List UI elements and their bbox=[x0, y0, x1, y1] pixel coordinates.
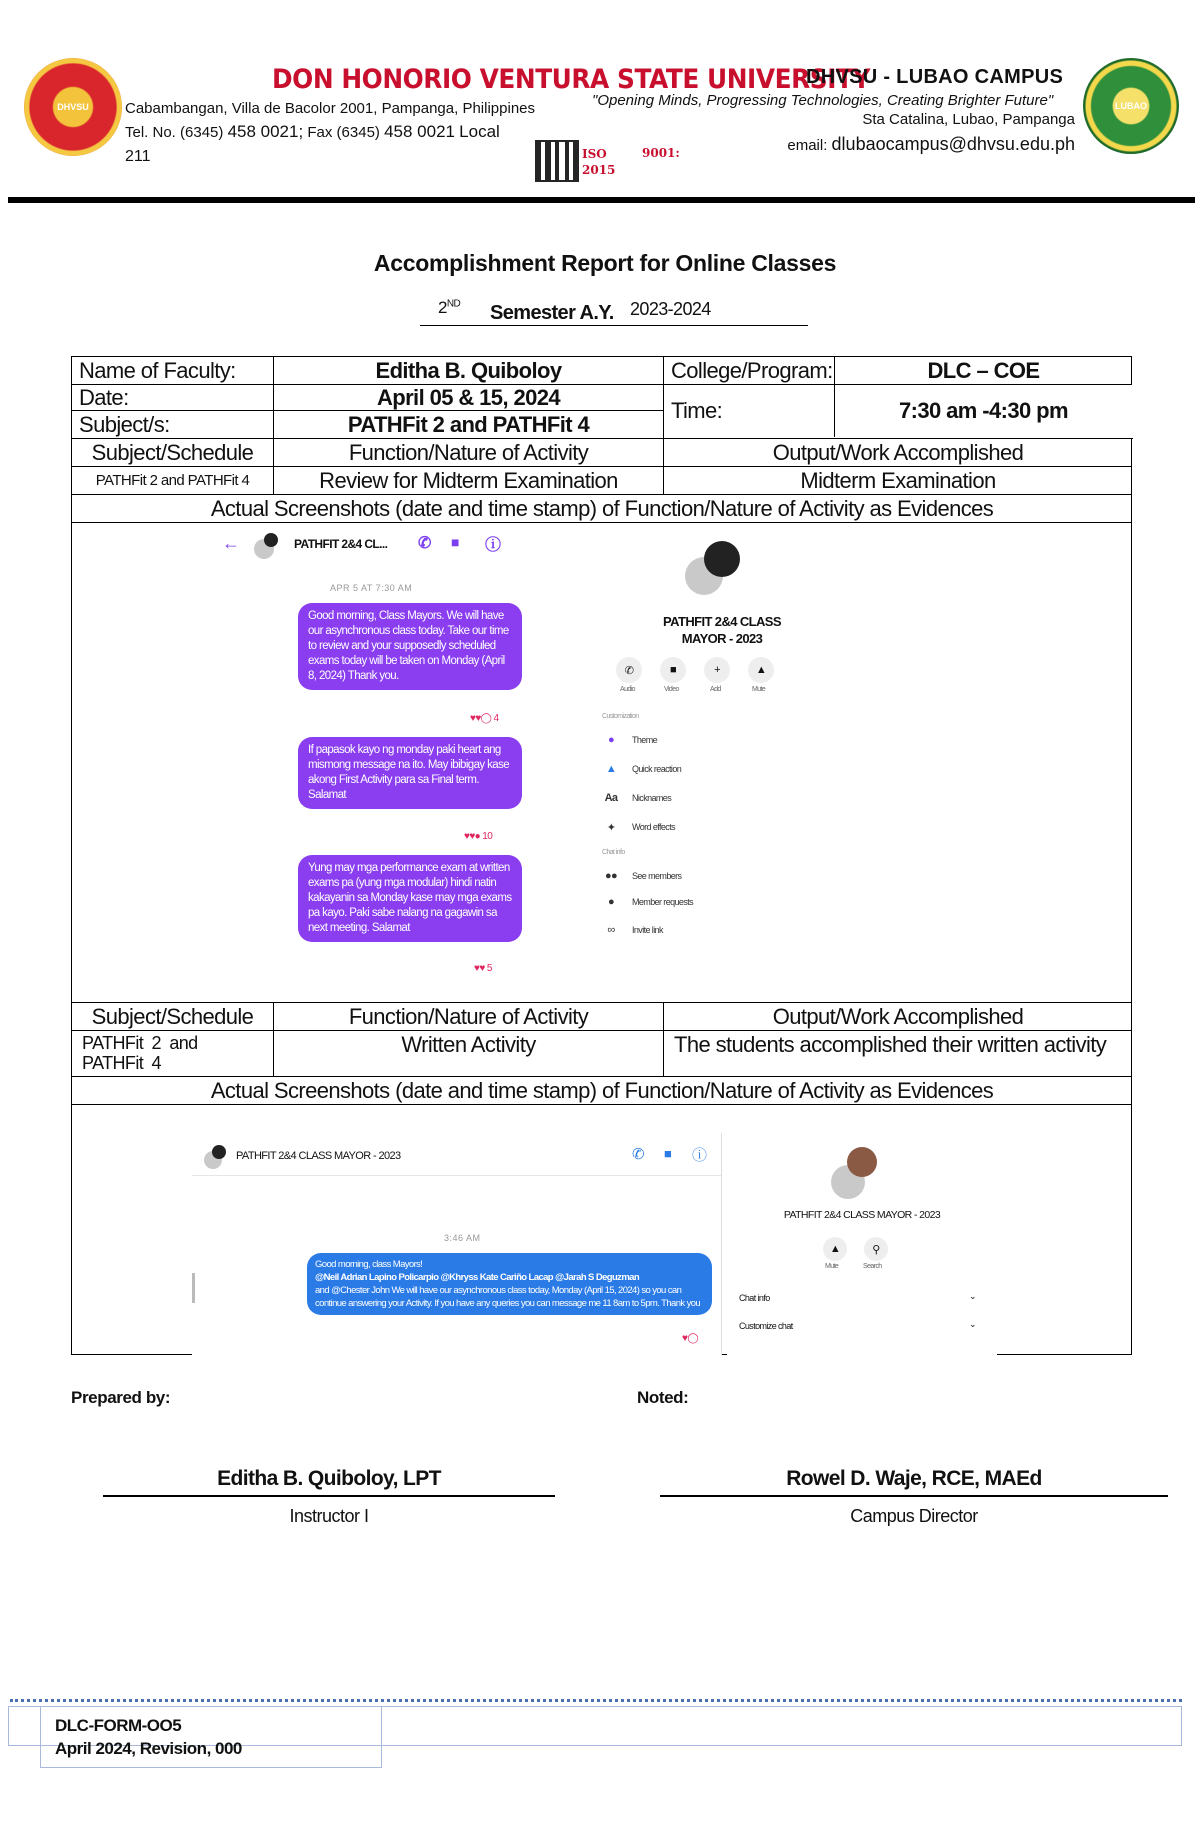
subject-label: Subject/s: bbox=[72, 411, 274, 438]
time-block bbox=[664, 385, 1133, 439]
university-seal-logo bbox=[24, 58, 122, 156]
chat-title: PATHFIT 2&4 CL... bbox=[294, 537, 388, 551]
phone-icon[interactable]: ✆ bbox=[418, 535, 431, 552]
add-label: Add bbox=[710, 686, 721, 693]
message-reactions: ♥◯ bbox=[682, 1333, 698, 1344]
group-avatar-secondary bbox=[212, 1145, 226, 1159]
email-address: dlubaocampus@dhvsu.edu.ph bbox=[831, 134, 1075, 154]
activity-function: Written Activity bbox=[274, 1031, 664, 1076]
prepared-by-name: Editha B. Quiboloy, LPT bbox=[217, 1467, 441, 1490]
form-code: DLC-FORM-OO5 bbox=[55, 1716, 182, 1735]
menu-item-word-effects[interactable]: ✦ Word effects bbox=[604, 820, 675, 834]
time-value: 7:30 am -4:30 pm bbox=[899, 398, 1068, 423]
activity-function: Review for Midterm Examination bbox=[274, 467, 664, 494]
members-icon: ●● bbox=[604, 870, 618, 882]
search-button[interactable]: ⚲ bbox=[864, 1237, 888, 1261]
link-icon: ∞ bbox=[607, 924, 615, 936]
chat-header-divider bbox=[192, 1175, 721, 1176]
noted-by-name: Rowel D. Waje, RCE, MAEd bbox=[786, 1467, 1042, 1490]
mute-label: Mute bbox=[752, 686, 766, 693]
academic-year: 2023-2024 bbox=[630, 299, 711, 319]
chevron-down-icon[interactable]: ⌄ bbox=[969, 1319, 976, 1329]
sparkle-icon: ✦ bbox=[606, 821, 616, 834]
group-info-panel bbox=[727, 1133, 997, 1355]
group-info-avatar-secondary bbox=[704, 541, 740, 577]
chevron-down-icon[interactable]: ⌄ bbox=[969, 1291, 976, 1301]
tel-prefix: Tel. No. (6345) bbox=[125, 124, 224, 141]
chat-message[interactable]: Good morning, Class Mayors. We will have our asynchronous class today. Take our time to review and your supposedly scheduled exams today will be taken on Monday (April 8, 2024) Thank you. bbox=[298, 603, 522, 690]
messenger-chat-panel bbox=[208, 523, 530, 1001]
faculty-value: Editha B. Quiboloy bbox=[274, 357, 664, 384]
campus-address: Sta Catalina, Lubao, Pampanga bbox=[862, 111, 1075, 128]
contact-numbers bbox=[125, 122, 500, 142]
subject-value: PATHFit 2 and PATHFit 4 bbox=[274, 411, 664, 438]
search-label: Search bbox=[863, 1263, 882, 1270]
info-icon[interactable]: ⓘ bbox=[485, 537, 501, 554]
activity-output: Midterm Examination bbox=[800, 467, 996, 493]
date-value: April 05 & 15, 2024 bbox=[274, 385, 664, 410]
activity-subject: PATHFit 2 and PATHFit 4 bbox=[72, 1031, 274, 1076]
local-number: 211 bbox=[125, 148, 151, 165]
semester-ordinal: 2ND bbox=[438, 298, 461, 317]
semester-line bbox=[420, 298, 808, 326]
right-seal-text: LUBAO bbox=[1115, 101, 1147, 111]
info-icon[interactable]: ⓘ bbox=[692, 1147, 707, 1164]
chat-header bbox=[208, 523, 530, 563]
college-value: DLC – COE bbox=[927, 357, 1040, 383]
faculty-row bbox=[72, 357, 1131, 385]
activity-output: The students accomplished their written activity bbox=[674, 1032, 1107, 1057]
letterhead bbox=[0, 0, 1200, 205]
campus-email bbox=[787, 134, 1075, 155]
activity-header-row bbox=[72, 1003, 1131, 1031]
theme-icon: ● bbox=[607, 734, 615, 746]
message-timestamp: APR 5 AT 7:30 AM bbox=[330, 583, 413, 593]
tel-number: 458 0021; bbox=[227, 122, 304, 141]
menu-item-see-members[interactable]: ●● See members bbox=[604, 870, 682, 882]
left-seal-text: DHVSU bbox=[57, 102, 89, 112]
accomplishment-table bbox=[71, 356, 1132, 1355]
video-label: Video bbox=[664, 686, 679, 693]
mute-button[interactable]: ▲ bbox=[823, 1237, 847, 1261]
col-subject-schedule: Subject/Schedule bbox=[72, 1003, 274, 1030]
footer-divider bbox=[10, 1699, 1182, 1702]
university-motto: "Opening Minds, Progressing Technologies, Creating Brighter Future" bbox=[592, 92, 1054, 109]
fax-number: 458 0021 bbox=[384, 122, 455, 141]
add-person-button[interactable]: + bbox=[704, 657, 730, 683]
col-subject-schedule: Subject/Schedule bbox=[72, 439, 274, 466]
iso-label: ISO bbox=[582, 147, 607, 161]
group-info-avatar-secondary bbox=[847, 1147, 877, 1177]
iso-badge bbox=[582, 146, 615, 178]
activity-header-row bbox=[72, 439, 1131, 467]
date-label: Date: bbox=[72, 385, 274, 410]
screenshots-header: Actual Screenshots (date and time stamp) of Function/Nature of Activity as Evidences bbox=[210, 495, 994, 521]
menu-item-member-requests[interactable]: ● Member requests bbox=[604, 895, 693, 909]
noted-label: Noted: bbox=[637, 1388, 689, 1407]
menu-item-nicknames[interactable]: Aa Nicknames bbox=[604, 792, 672, 804]
evidence-screenshot-2 bbox=[72, 1105, 1131, 1355]
message-timestamp: 3:46 AM bbox=[444, 1233, 481, 1243]
member-request-icon: ● bbox=[607, 896, 615, 908]
fax-prefix: Fax (6345) bbox=[307, 124, 380, 141]
menu-item-customize-chat[interactable]: Customize chat bbox=[739, 1321, 793, 1331]
thumbs-up-icon: ▲ bbox=[605, 763, 617, 775]
col-function-nature: Function/Nature of Activity bbox=[274, 439, 664, 466]
chat-info-section-label: Chat info bbox=[602, 849, 625, 856]
activity-row bbox=[72, 467, 1131, 495]
message-reactions: ♥♥◯ 4 bbox=[470, 713, 499, 724]
header-divider bbox=[8, 197, 1195, 203]
chat-message[interactable]: Good morning, class Mayors! @Neil Adrian Lapino Policarpio @Khryss Kate Cariño Lacap @Jarah S Deguzman and @Chester John We will have our asynchronous class today, Monday (April 15, 2024) so you can continue answering your Activity. If you have any queries you can message me 11 8am to 5pm. Thank you bbox=[307, 1253, 712, 1315]
scrollbar[interactable] bbox=[192, 1273, 195, 1303]
evidence-screenshot-1 bbox=[72, 523, 1131, 1003]
menu-item-invite-link[interactable]: ∞ Invite link bbox=[604, 923, 663, 937]
qr-code-icon bbox=[537, 142, 577, 180]
group-info-title: PATHFIT 2&4 CLASS MAYOR - 2023 bbox=[663, 614, 781, 646]
audio-button[interactable]: ✆ bbox=[616, 657, 642, 683]
menu-item-quick-reaction[interactable]: ▲ Quick reaction bbox=[605, 763, 682, 775]
video-icon[interactable]: ■ bbox=[664, 1146, 672, 1161]
semester-label: Semester A.Y. bbox=[490, 302, 614, 324]
campus-seal-logo bbox=[1083, 58, 1179, 154]
faculty-label: Name of Faculty: bbox=[72, 357, 274, 384]
report-title: Accomplishment Report for Online Classes bbox=[373, 250, 837, 276]
noted-by-role: Campus Director bbox=[850, 1506, 978, 1526]
prepared-signature-line bbox=[103, 1495, 555, 1497]
email-label: email: bbox=[787, 137, 828, 154]
message-reactions: ♥♥● 10 bbox=[464, 831, 493, 842]
time-label: Time: bbox=[664, 385, 835, 437]
phone-icon[interactable]: ✆ bbox=[632, 1146, 644, 1163]
chat-message[interactable]: If papasok kayo ng monday paki heart ang mismong message na ito. May ibibigay kase akong First Activity para sa Final term. Salamat bbox=[298, 737, 522, 809]
mute-label: Mute bbox=[825, 1263, 839, 1270]
noted-signature-line bbox=[660, 1495, 1168, 1497]
chat-message[interactable]: Yung may mga performance exam at written exams pa (yung mga modular) hindi natin kakayanin sa Monday kase may mga exams pa kayo. Paki sabe nalang na gagawin sa next meeting. Salamat bbox=[298, 855, 522, 942]
col-function-nature: Function/Nature of Activity bbox=[274, 1003, 664, 1030]
video-icon[interactable]: ■ bbox=[451, 534, 459, 550]
menu-item-chat-info[interactable]: Chat info bbox=[739, 1293, 770, 1303]
col-output-work: Output/Work Accomplished bbox=[772, 439, 1024, 465]
iso-number: 9001: bbox=[642, 146, 680, 160]
chat-title: PATHFIT 2&4 CLASS MAYOR - 2023 bbox=[236, 1150, 401, 1162]
message-reactions: ♥♥ 5 bbox=[474, 963, 492, 974]
group-info-title: PATHFIT 2&4 CLASS MAYOR - 2023 bbox=[783, 1209, 941, 1221]
prepared-by-label: Prepared by: bbox=[71, 1388, 171, 1407]
activity-subject: PATHFit 2 and PATHFit 4 bbox=[72, 467, 274, 494]
group-info-panel bbox=[602, 523, 852, 1001]
university-address: Cabambangan, Villa de Bacolor 2001, Pampanga, Philippines bbox=[125, 100, 536, 117]
group-avatar-secondary bbox=[264, 533, 278, 547]
screenshots-header-row bbox=[72, 495, 1131, 523]
local-label: Local bbox=[459, 122, 500, 141]
col-output-work: Output/Work Accomplished bbox=[772, 1003, 1024, 1029]
back-arrow-icon[interactable]: ← bbox=[222, 532, 240, 553]
customization-section-label: Customization bbox=[602, 713, 639, 720]
university-name: DON HONORIO VENTURA STATE UNIVERSITY bbox=[272, 64, 870, 95]
menu-item-theme[interactable]: ● Theme bbox=[604, 733, 657, 747]
screenshots-header: Actual Screenshots (date and time stamp) of Function/Nature of Activity as Evidences bbox=[210, 1077, 994, 1103]
campus-name: DHVSU - LUBAO CAMPUS bbox=[806, 66, 1064, 88]
audio-label: Audio bbox=[620, 686, 635, 693]
college-label: College/Program: bbox=[664, 357, 835, 384]
iso-year: 2015 bbox=[582, 163, 616, 177]
messenger-chat-panel bbox=[192, 1133, 722, 1355]
screenshots-header-row bbox=[72, 1077, 1131, 1105]
form-revision: April 2024, Revision, 000 bbox=[55, 1739, 242, 1758]
mute-button[interactable]: ▲ bbox=[748, 657, 774, 683]
nicknames-icon: Aa bbox=[604, 792, 618, 804]
video-button[interactable]: ■ bbox=[660, 657, 686, 683]
activity-row bbox=[72, 1031, 1131, 1077]
prepared-by-role: Instructor I bbox=[289, 1506, 369, 1526]
